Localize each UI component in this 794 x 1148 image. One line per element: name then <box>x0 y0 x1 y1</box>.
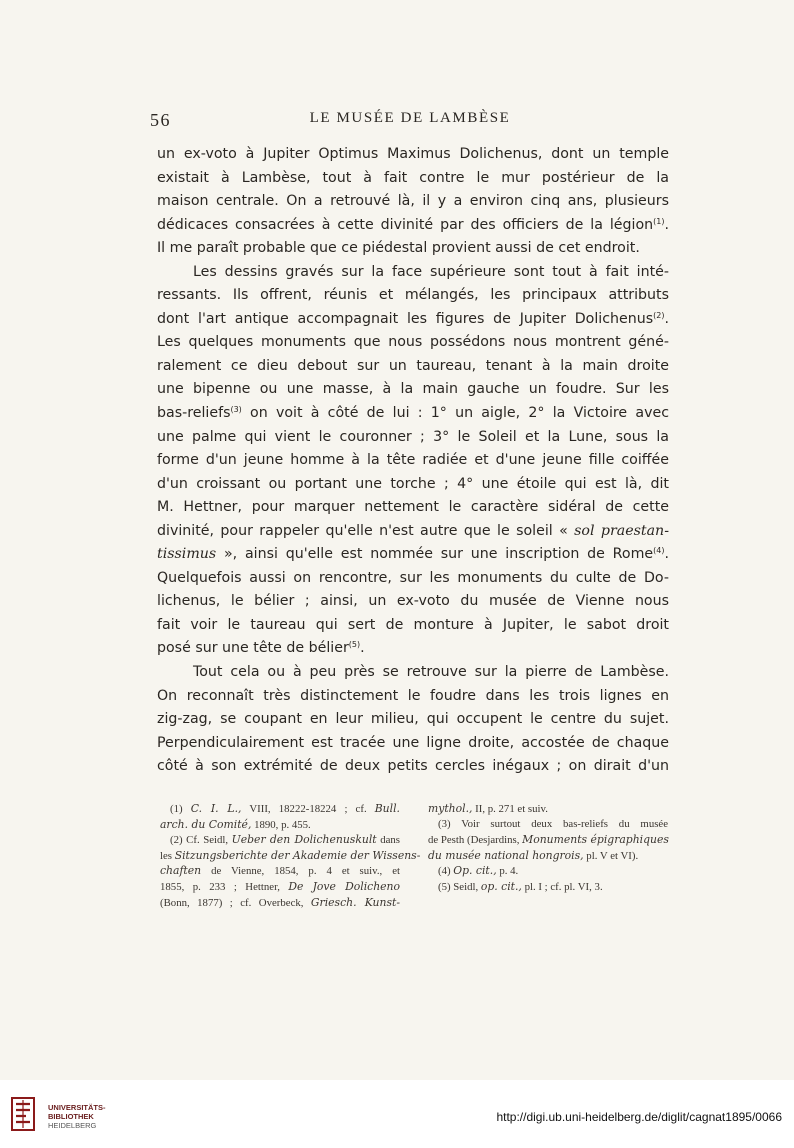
text-line: un ex-voto à Jupiter Optimus Maximus Dolichenus, dont un temple <box>157 146 669 162</box>
footnotes-left-column <box>160 801 421 910</box>
text-line: posé sur une tête de bélier$^{(5)}$. <box>157 640 365 657</box>
footnote-line: 1855, p. 233 ; Hettner, De Jove Dolicheno <box>160 879 400 893</box>
text-line: côté à son extrémité de deux petits cercles inégaux ; on dirait d'un <box>157 758 669 775</box>
text-line: dédicaces consacrées à cette divinité par des officiers de la légion$^{(1)}$. <box>157 216 669 233</box>
text-line: une palme qui vient le couronner ; 3° le Soleil et la Lune, sous la <box>157 428 669 445</box>
text-line: On reconnaît très distinctement le foudre dans les trois lignes en <box>157 687 669 704</box>
footnote-line: chaften de Vienne, 1854, p. 4 et suiv., et <box>160 864 400 878</box>
footnote-ref: (1) <box>653 216 665 226</box>
text-line: une bipenne ou une masse, à la main gauche un foudre. Sur les <box>157 381 669 398</box>
footnote-line: mythol., II, p. 271 et suiv. <box>428 802 548 815</box>
footnote-ref: (5) <box>348 640 361 650</box>
text-line: Il me paraît probable que ce piédestal provient aussi de cet endroit. <box>157 240 640 257</box>
footnote-line: (5) Seidl, op. cit., pl. I ; cf. pl. VI, 3. <box>438 879 603 893</box>
text-line: dont l'art antique accompagnait les figures de Jupiter Dolichenus$^{(2)}$. <box>157 310 669 327</box>
text-line: Les quelques monuments que nous possédons nous montrent géné- <box>157 334 669 351</box>
footnote-line: les Sitzungsberichte der Akademie der Wissens- <box>160 848 421 862</box>
text-line: ressants. Ils offrent, réunis et mélangés, les principaux attributs <box>157 287 669 304</box>
text-line: maison centrale. On a retrouvé là, il y a environ cinq ans, plusieurs <box>157 193 669 210</box>
text-line: M. Hettner, pour marquer nettement le caractère sidéral de cette <box>157 499 669 516</box>
footnote-line: du musée national hongrois, pl. V et VI). <box>428 848 639 862</box>
text-line: Quelquefois aussi on rencontre, sur les monuments du culte de Do- <box>157 569 669 586</box>
text-line: forme d'un jeune homme à la tête radiée et d'une jeune fille coiffée <box>157 452 669 469</box>
text-line: lichenus, le bélier ; ainsi, un ex-voto du musée de Vienne nous <box>157 593 669 610</box>
digitization-footer <box>0 1080 794 1148</box>
running-title: LE MUSÉE DE LAMBÈSE <box>309 110 511 126</box>
footnote-line: (Bonn, 1877) ; cf. Overbeck, Griesch. Kunst- <box>160 895 400 909</box>
text-line: divinité, pour rappeler qu'elle n'est autre que le soleil « sol praestan- <box>157 522 669 539</box>
library-logo-icon <box>8 1094 38 1134</box>
text-line: ralement ce dieu debout sur un taureau, tenant à la main droite <box>157 357 669 374</box>
footnote-ref: (3) <box>230 405 242 415</box>
text-line: existait à Lambèse, tout à fait contre le mur postérieur de la <box>157 169 669 186</box>
library-name: UNIVERSITÄTS- BIBLIOTHEK HEIDELBERG <box>48 1103 106 1130</box>
footnote-line: (3) Voir surtout deux bas-reliefs du musée <box>438 817 668 830</box>
text-line: fait voir le taureau qui sert de monture à Jupiter, le sabot droit <box>157 616 669 633</box>
running-header <box>150 110 670 134</box>
footnote-line: (1) C. I. L., VIII, 18222-18224 ; cf. Bull. <box>170 802 400 815</box>
footnotes-right-column <box>428 801 668 895</box>
page-number: 56 <box>150 110 171 130</box>
text-line: d'un croissant ou portant une torche ; 4° une étoile qui est là, dit <box>157 475 669 492</box>
footnote-line: (2) Cf. Seidl, Ueber den Dolichenuskult dans <box>170 833 400 847</box>
footnote-line: arch. du Comité, 1890, p. 455. <box>160 817 311 831</box>
text-line: zig-zag, se coupant en leur milieu, qui occupent le centre du sujet. <box>157 711 669 728</box>
paragraph-start: Les dessins gravés sur la face supérieure sont tout à fait inté- <box>193 263 669 280</box>
footnote-ref: (4) <box>653 546 665 556</box>
footnote-line: (4) Op. cit., p. 4. <box>438 864 519 878</box>
text-line: Perpendiculairement est tracée une ligne droite, accostée de chaque <box>157 734 669 751</box>
footnote-ref: (2) <box>653 310 665 320</box>
main-text <box>157 143 669 779</box>
permalink[interactable]: http://digi.ub.uni-heidelberg.de/diglit/cagnat1895/0066 <box>496 1110 782 1124</box>
text-line: bas-reliefs$^{(3)}$ on voit à côté de lui : 1° un aigle, 2° la Victoire avec <box>157 405 669 422</box>
paragraph-start: Tout cela ou à peu près se retrouve sur la pierre de Lambèse. <box>193 664 669 681</box>
footnote-line: de Pesth (Desjardins, Monuments épigraphiques <box>428 833 669 847</box>
text-line: tissimus », ainsi qu'elle est nommée sur une inscription de Rome$^{(4)}$. <box>157 546 669 563</box>
